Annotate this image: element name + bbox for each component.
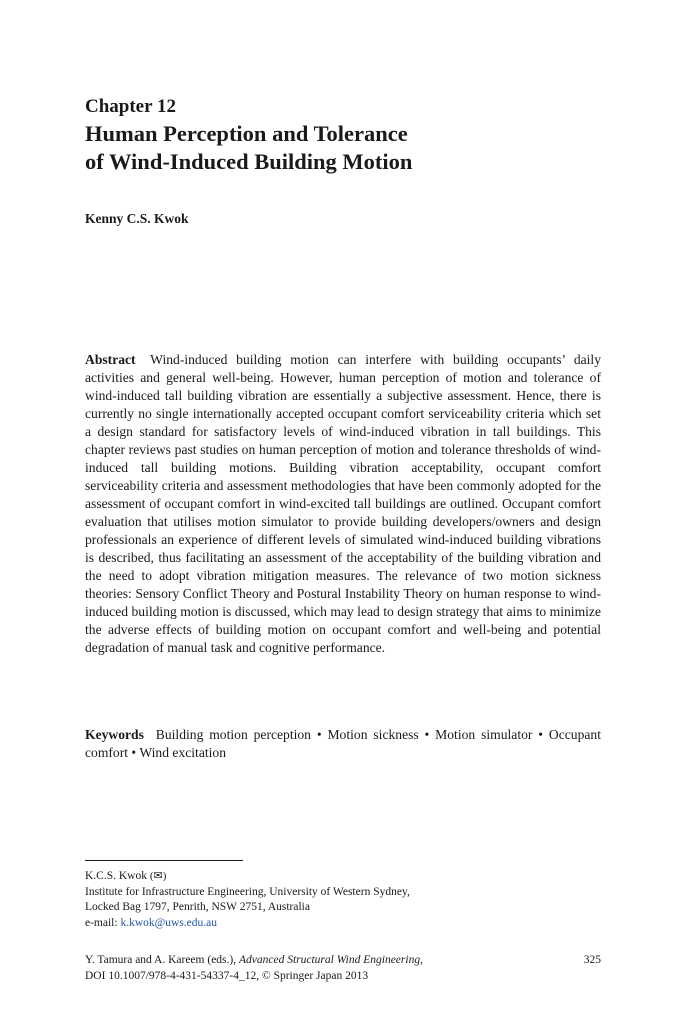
abstract-text: Wind-induced building motion can interfere with building occupants’ daily activities and general well-being. However, human perception of motion and tolerance of wind-induced tall building vibration are essentially a subjective assessment. Hence, there is currently no single internationally accepted occupant comfort serviceability criteria which set a design standard for satisfactory levels of wind-induced vibration in tall buildings. This chapter reviews past studies on human perception of motion and tolerance thresholds of wind-induced tall building motions. Building vibration acceptability, occupant comfort serviceability criteria and assessment methodologies that have been commonly adopted for the assessment of occupant comfort in wind-excited tall buildings are outlined. Occupant comfort evaluation that utilises motion simulator to provide building developers/owners and design professionals an experience of different levels of simulated wind-induced building vibrations is described, thus facilitating an assessment of the acceptability of the building vibration and the need to adopt vibration mitigation measures. The relevance of two motion sickness theories: Sensory Conflict Theory and Postural Instability Theory on human response to wind-induced building motion is discussed, which may lead to design strategy that aims to minimize the adverse effects of building motion on occupant comfort and well-being and potential degradation of manual task and cognitive performance.: [85, 352, 602, 655]
keywords-text: Building motion perception • Motion sickness • Motion simulator • Occupant comfort • Wind excitation: [85, 727, 601, 760]
footer-citation: [85, 953, 423, 969]
chapter-title: [85, 120, 605, 176]
abstract-label: Abstract: [85, 352, 136, 367]
footer-book-title: Advanced Structural Wind Engineering: [238, 954, 421, 966]
abstract-section: [85, 351, 601, 657]
footnote-email-line: [85, 916, 410, 932]
footer-editors: Y. Tamura and A. Kareem (eds.),: [85, 954, 239, 966]
footnote-affiliation: Institute for Infrastructure Engineering, University of Western Sydney,: [85, 885, 410, 898]
footnote: [85, 869, 410, 931]
footer-comma: ,: [420, 954, 423, 966]
footnote-divider: [85, 860, 243, 861]
page-number: 325: [583, 954, 601, 966]
footnote-author: K.C.S. Kwok: [85, 870, 147, 882]
keywords-section: [85, 726, 601, 762]
page-footer: [85, 953, 601, 984]
footnote-address: Locked Bag 1797, Penrith, NSW 2751, Australia: [85, 901, 310, 913]
email-label: e-mail:: [85, 916, 121, 929]
footnote-author-line: [85, 869, 410, 885]
chapter-title-line-1: Human Perception and Tolerance: [85, 121, 408, 146]
keywords-label: Keywords: [85, 727, 144, 742]
footer-doi: DOI 10.1007/978-4-431-54337-4_12, © Springer Japan 2013: [85, 969, 369, 982]
chapter-label: Chapter 12: [85, 96, 176, 117]
email-link[interactable]: k.kwok@uws.edu.au: [120, 916, 217, 929]
envelope-icon: (✉): [149, 870, 167, 882]
footer-citation-row: [85, 953, 601, 969]
author-name: Kenny C.S. Kwok: [85, 211, 189, 226]
chapter-title-line-2: of Wind-Induced Building Motion: [85, 149, 413, 174]
